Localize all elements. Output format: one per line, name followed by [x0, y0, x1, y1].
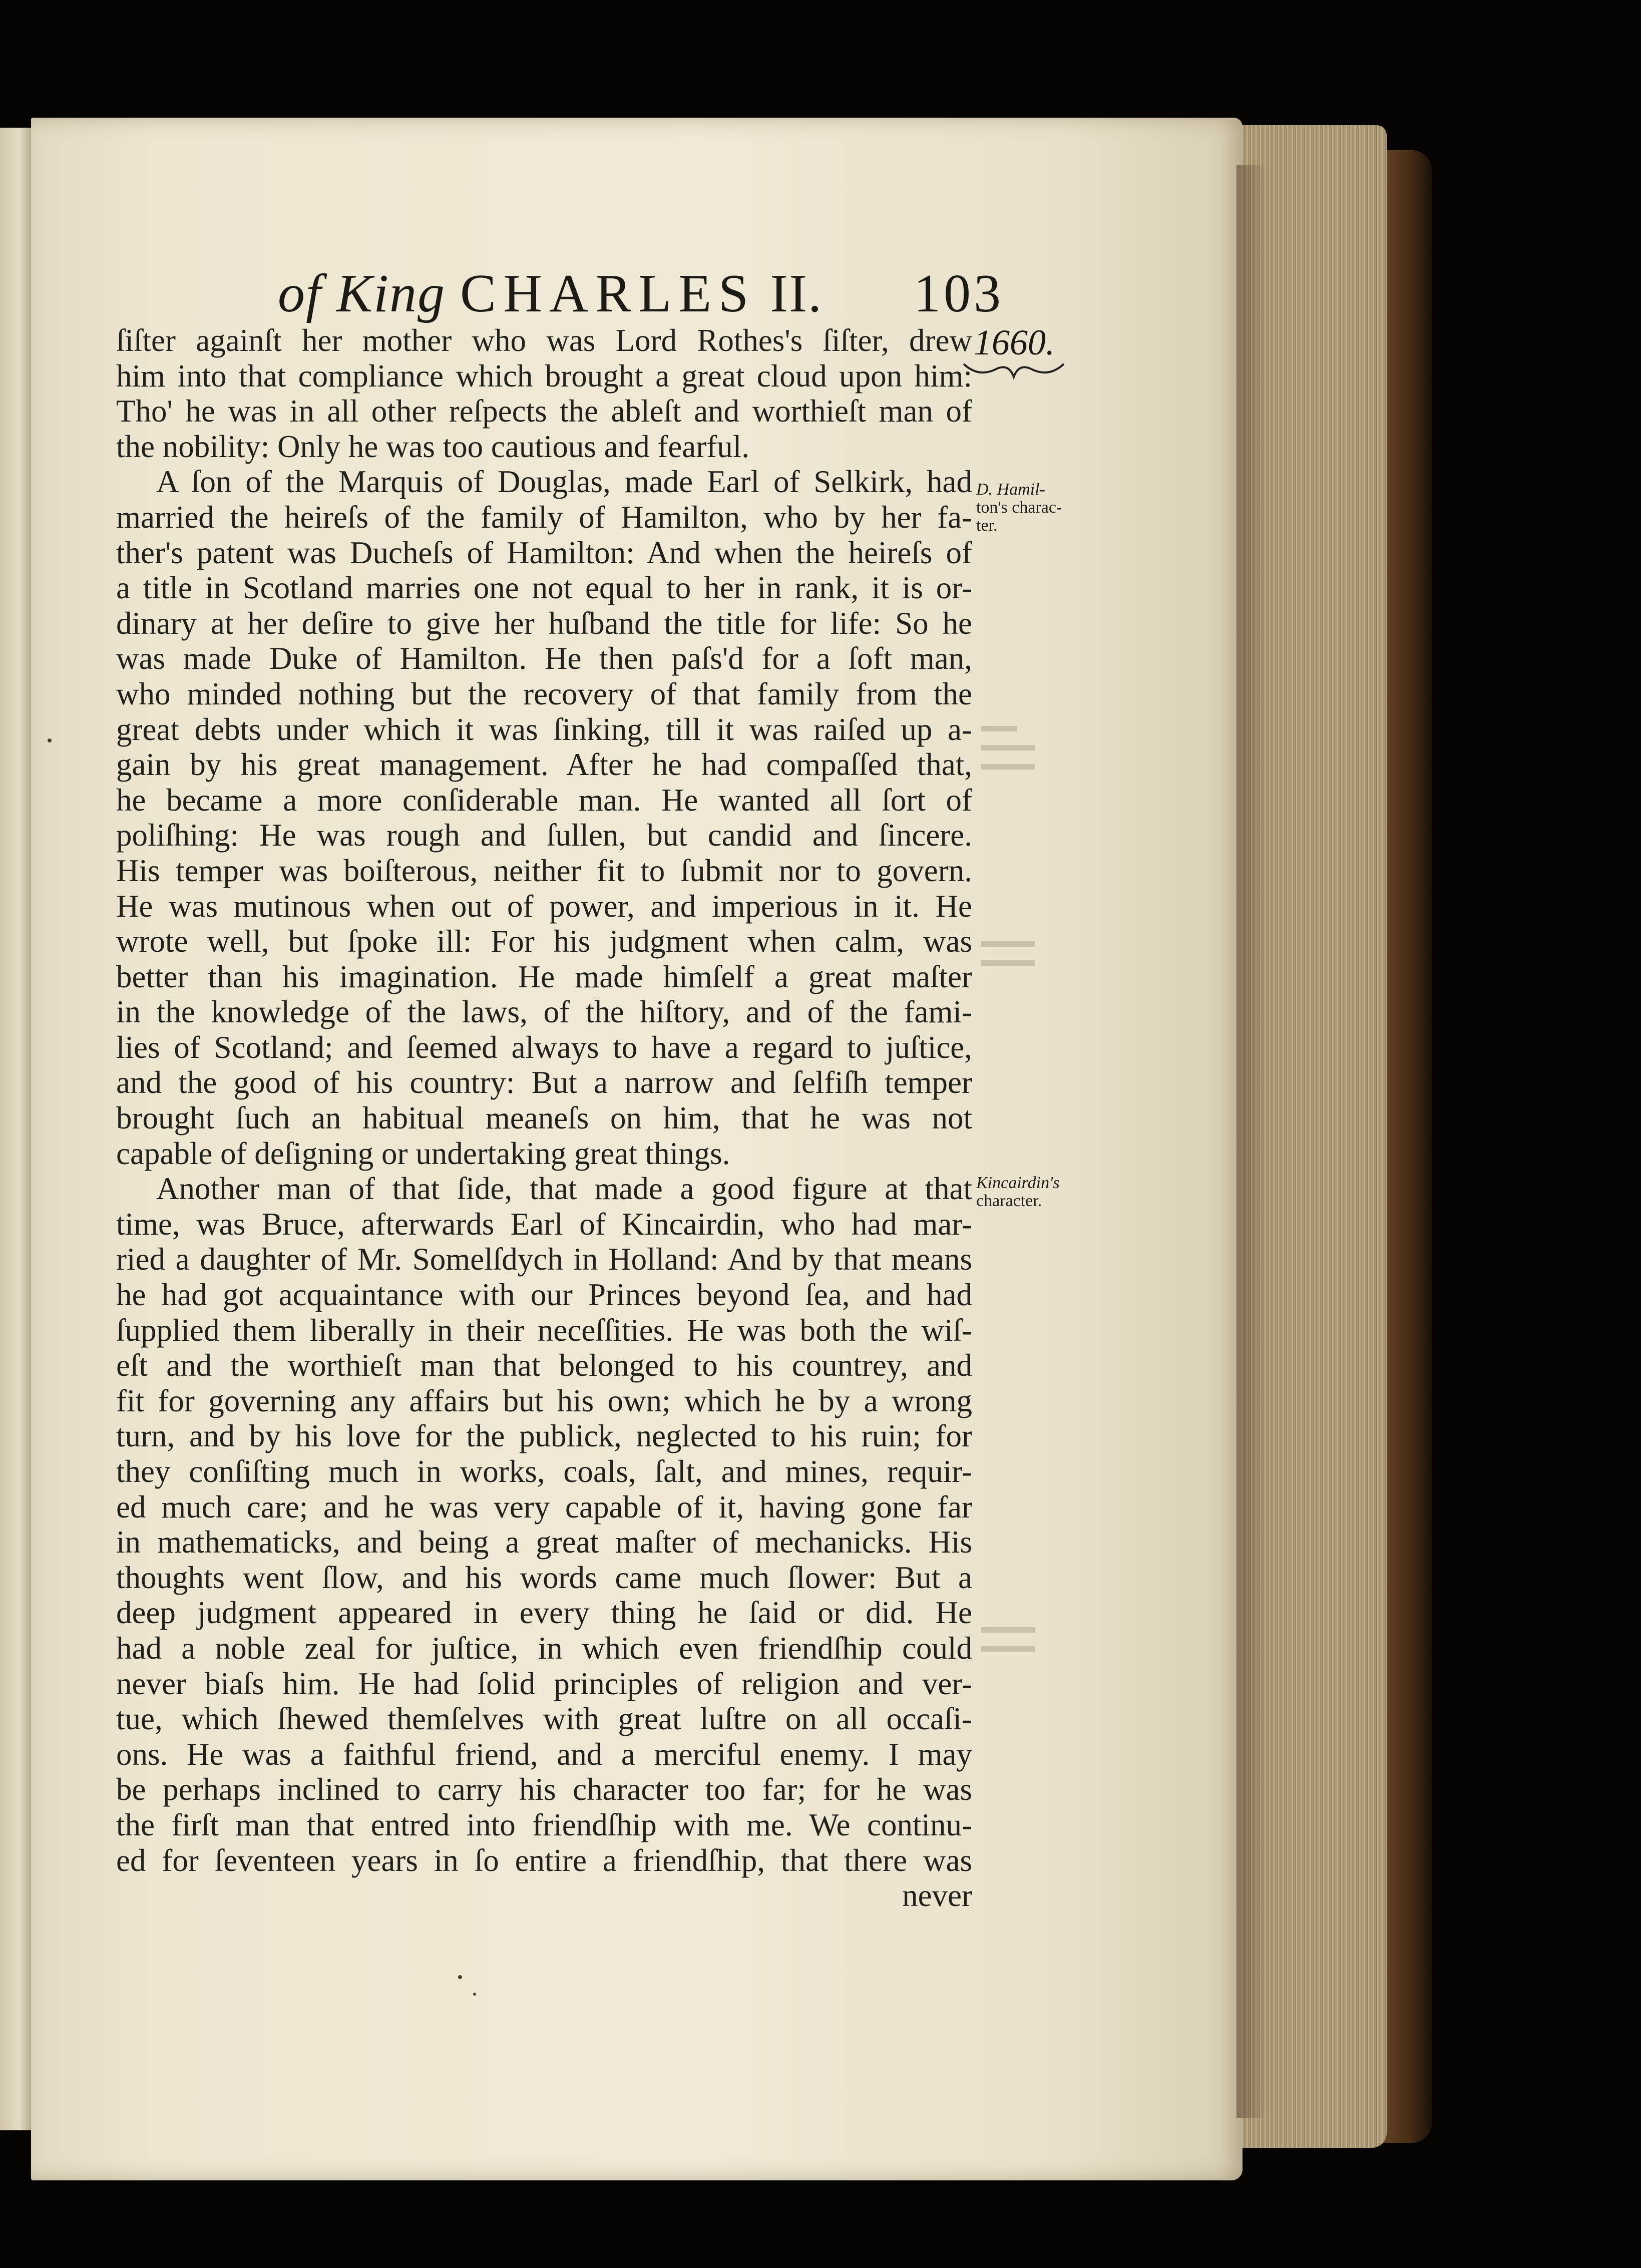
text-line: wrote well, but ſpoke ill: For his judgment when calm, was — [116, 924, 972, 959]
text-line: tue, which ſhewed themſelves with great luſtre on all occaſi- — [116, 1701, 972, 1737]
text-line: gain by his great management. After he had compaſſed that, — [116, 747, 972, 783]
text-line: ried a daughter of Mr. Somelſdych in Holland: And by that means — [116, 1242, 972, 1277]
text-line: great debts under which it was ſinking, till it was raiſed up a- — [116, 711, 972, 747]
show-through-marks: ▬▬▬ ▬▬▬ — [981, 1617, 1035, 1656]
text-line: ſiſter againſt her mother who was Lord Rothes's ſiſter, drew — [116, 323, 972, 358]
text-line: ons. He was a faithful friend, and a merciful enemy. I may — [116, 1736, 972, 1772]
text-line: had a noble zeal for juſtice, in which even friendſhip could — [116, 1630, 972, 1666]
text-line: fit for governing any affairs but his own; which he by a wrong — [116, 1383, 972, 1418]
ink-speck — [473, 1993, 476, 1996]
facing-page-edge — [0, 128, 31, 2130]
gutter-shadow — [1237, 165, 1267, 2118]
margin-note-line: ton's charac- — [976, 498, 1062, 517]
body-text — [116, 323, 972, 1914]
text-line: Tho' he was in all other reſpects the ableſt and worthieſt man of — [116, 394, 972, 429]
running-head — [278, 263, 823, 325]
margin-note-line: D. Hamil- — [976, 480, 1045, 499]
text-line: he became a more conſiderable man. He wanted all ſort of — [116, 782, 972, 818]
show-through-marks: ▬▬▬ ▬▬▬ — [981, 931, 1035, 970]
text-line: ed much care; and he was very capable of it, having gone far — [116, 1489, 972, 1525]
ink-speck — [458, 1975, 462, 1979]
text-line: His temper was boiſterous, neither fit to ſubmit nor to govern. — [116, 853, 972, 888]
text-line: never biaſs him. He had ſolid principles of religion and ver- — [116, 1666, 972, 1701]
page-number: 103 — [914, 264, 1004, 323]
margin-note-kincairdin — [976, 1174, 1060, 1210]
text-line: ther's patent was Ducheſs of Hamilton: And when the heireſs of — [116, 535, 972, 570]
ink-speck — [48, 738, 52, 742]
text-line: in mathematicks, and being a great maſter of mechanicks. His — [116, 1525, 972, 1560]
text-line: thoughts went ſlow, and his words came much ſlower: But a — [116, 1560, 972, 1595]
text-line: the nobility: Only he was too cautious and fearful. — [116, 429, 749, 464]
year-marginal: 1660. — [974, 322, 1055, 362]
text-line: poliſhing: He was rough and ſullen, but candid and ſincere. — [116, 818, 972, 853]
year-bracket — [961, 358, 1066, 383]
margin-note-line: Kincairdin's — [976, 1174, 1060, 1192]
running-head-numeral: II. — [770, 264, 823, 323]
text-line: was made Duke of Hamilton. He then paſs'd for a ſoft man, — [116, 641, 972, 676]
text-line: never — [902, 1878, 972, 1914]
text-line: better than his imagination. He made himſelf a great maſter — [116, 959, 972, 994]
show-through-marks: ▬▬ ▬▬▬ ▬▬▬ — [981, 715, 1035, 774]
text-line: who minded nothing but the recovery of that family from the — [116, 676, 972, 711]
text-line: A ſon of the Marquis of Douglas, made Earl of Selkirk, had — [156, 464, 972, 500]
text-line: ſupplied them liberally in their neceſſities. He was both the wiſ- — [116, 1312, 972, 1348]
text-line: He was mutinous when out of power, and imperious in it. He — [116, 888, 972, 924]
text-line: eſt and the worthieſt man that belonged to his countrey, and — [116, 1348, 972, 1383]
margin-note-line: ter. — [976, 516, 998, 535]
text-line: Another man of that ſide, that made a good figure at that — [156, 1171, 972, 1207]
text-line: time, was Bruce, afterwards Earl of Kincairdin, who had mar- — [116, 1206, 972, 1242]
text-line: dinary at her deſire to give her huſband the title for life: So he — [116, 605, 972, 641]
text-line: capable of deſigning or undertaking great things. — [116, 1136, 730, 1171]
text-line: deep judgment appeared in every thing he ſaid or did. He — [116, 1595, 972, 1631]
running-head-prefix: of King — [278, 264, 446, 323]
text-line: brought ſuch an habitual meaneſs on him, that he was not — [116, 1100, 972, 1136]
text-line: they conſiſting much in works, coals, ſalt, and mines, requir- — [116, 1454, 972, 1489]
text-line: be perhaps inclined to carry his character too far; for he was — [116, 1772, 972, 1807]
running-head-title: CHARLES — [460, 264, 756, 323]
margin-note-hamilton — [976, 481, 1062, 535]
text-line: and the good of his country: But a narrow and ſelfiſh temper — [116, 1065, 972, 1100]
text-line: the firſt man that entred into friendſhip with me. We continu- — [116, 1807, 972, 1842]
text-line: him into that compliance which brought a great cloud upon him: — [116, 358, 972, 394]
text-line: he had got acquaintance with our Princes beyond ſea, and had — [116, 1277, 972, 1313]
text-line: ed for ſeventeen years in ſo entire a friendſhip, that there was — [116, 1842, 972, 1878]
text-line: lies of Scotland; and ſeemed always to have a regard to juſtice, — [116, 1029, 972, 1065]
margin-note-line: character. — [976, 1192, 1042, 1210]
text-line: married the heireſs of the family of Hamilton, who by her fa- — [116, 499, 972, 535]
text-line: turn, and by his love for the publick, neglected to his ruin; for — [116, 1418, 972, 1454]
text-line: in the knowledge of the laws, of the hiſtory, and of the fami- — [116, 994, 972, 1030]
text-line: a title in Scotland marries one not equal to her in rank, it is or- — [116, 570, 972, 606]
